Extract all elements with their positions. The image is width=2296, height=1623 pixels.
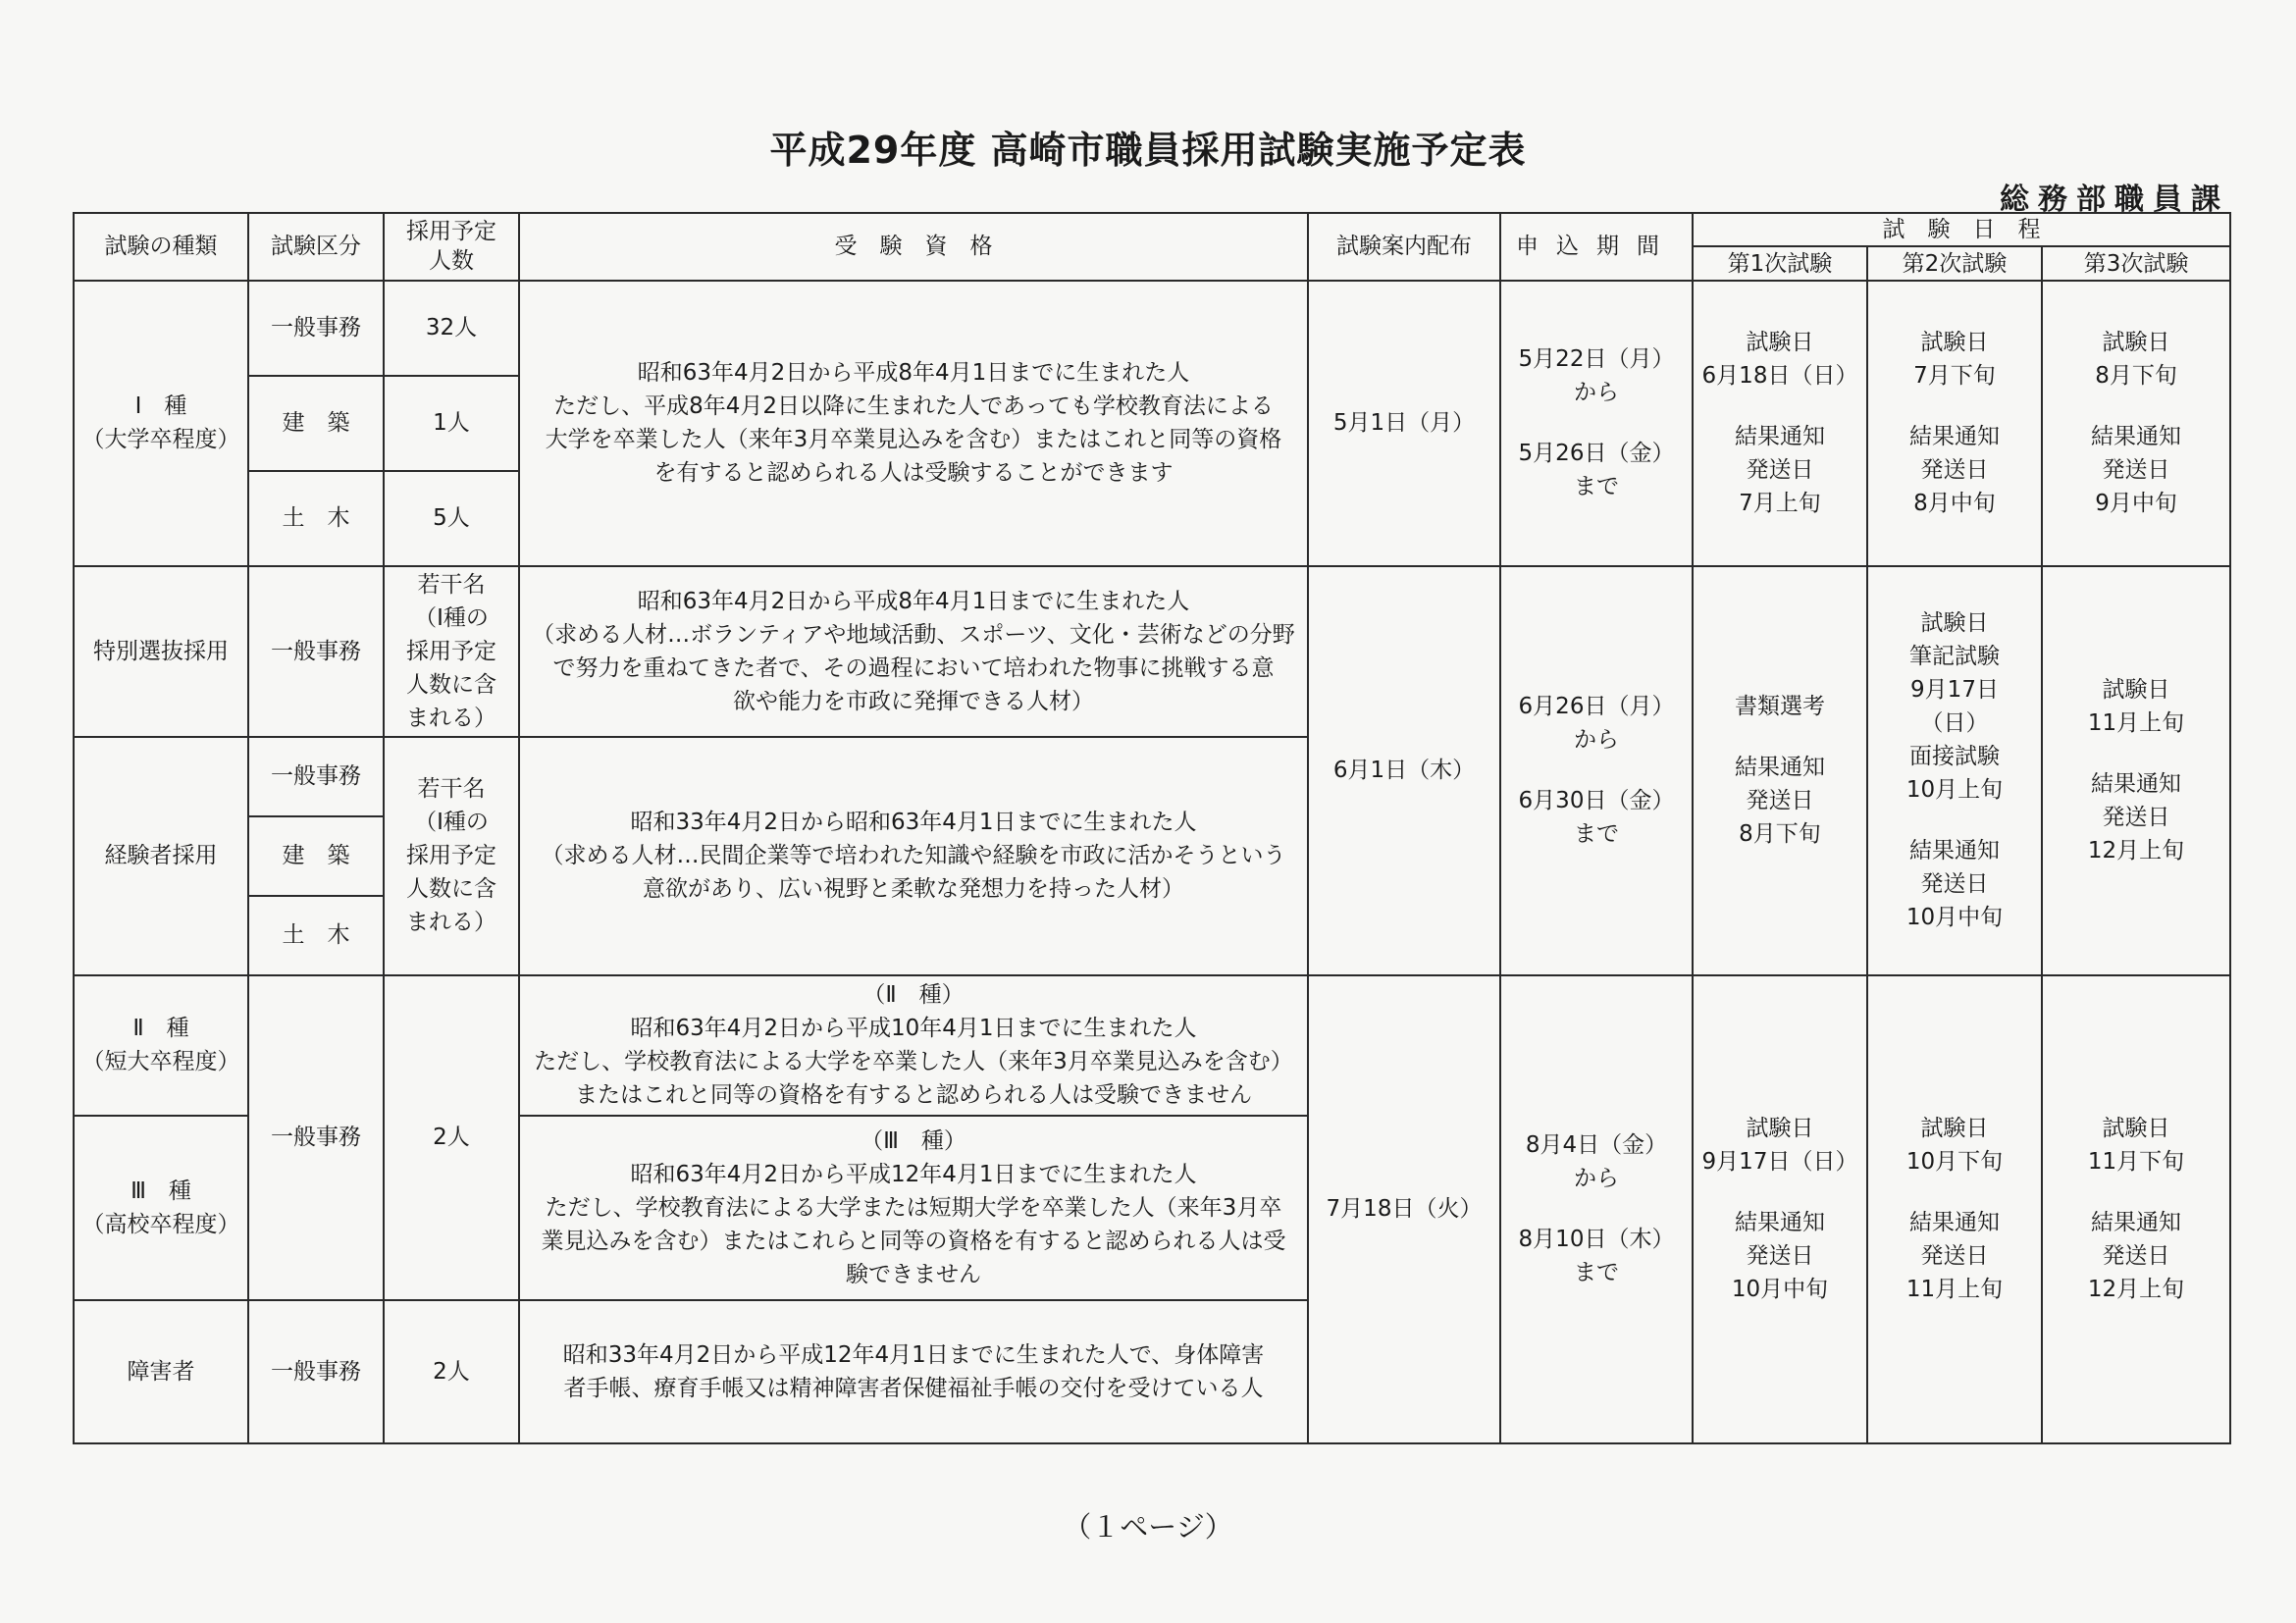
second-exam-cell: 試験日 7月下旬 結果通知 発送日 8月中旬 [1867, 281, 2042, 566]
exam-schedule-table [73, 212, 2231, 1444]
category-cell: 建 築 [248, 376, 384, 471]
category-cell: 一般事務 [248, 1300, 384, 1443]
type-cell-special: 特別選抜採用 [74, 566, 248, 737]
page-number: （１ページ） [1063, 1510, 1233, 1544]
category-cell: 一般事務 [248, 975, 384, 1301]
qualification-cell: 昭和63年4月2日から平成8年4月1日までに生まれた人 ただし、平成8年4月2日以降に生まれた人であっても学校教育法による 大学を卒業した人（来年3月卒業見込みを含む）またはこれと同等の資格 を有すると認められる人は受験することができます [519, 281, 1308, 566]
department-name: 総務部職員課 [2000, 183, 2229, 217]
table-row [74, 281, 2230, 376]
header-third: 第3次試験 [2042, 246, 2230, 280]
category-cell: 建 築 [248, 816, 384, 896]
qualification-cell: 昭和33年4月2日から平成12年4月1日までに生まれた人で、身体障害 者手帳、療育手帳又は精神障害者保健福祉手帳の交付を受けている人 [519, 1300, 1308, 1443]
first-exam-cell: 試験日 9月17日（日） 結果通知 発送日 10月中旬 [1693, 975, 1867, 1443]
count-cell: 若干名 （Ⅰ種の 採用予定 人数に含 まれる） [384, 737, 519, 975]
first-exam-cell: 試験日 6月18日（日） 結果通知 発送日 7月上旬 [1693, 281, 1867, 566]
qualification-cell: （Ⅱ 種） 昭和63年4月2日から平成10年4月1日までに生まれた人 ただし、学校教育法による大学を卒業した人（来年3月卒業見込みを含む） またはこれと同等の資格を有すると認められる人は受験できません [519, 975, 1308, 1117]
type-cell-1: Ⅰ 種 （大学卒程度） [74, 281, 248, 566]
header-category: 試験区分 [248, 213, 384, 281]
category-cell: 一般事務 [248, 281, 384, 376]
header-guide: 試験案内配布 [1308, 213, 1500, 281]
header-schedule: 試 験 日 程 [1693, 213, 2230, 246]
qualification-cell: 昭和63年4月2日から平成8年4月1日までに生まれた人 （求める人材…ボランティアや地域活動、スポーツ、文化・芸術などの分野 で努力を重ねてきた者で、その過程において培われた物事に挑戦する意 欲や能力を市政に発揮できる人材） [519, 566, 1308, 737]
table-row [74, 975, 2230, 1117]
qualification-cell: （Ⅲ 種） 昭和63年4月2日から平成12年4月1日までに生まれた人 ただし、学校教育法による大学または短期大学を卒業した人（来年3月卒 業見込みを含む）またはこれらと同等の資格を有すると認められる人は受 験できません [519, 1116, 1308, 1300]
header-second: 第2次試験 [1867, 246, 2042, 280]
count-cell: 若干名 （Ⅰ種の 採用予定 人数に含 まれる） [384, 566, 519, 737]
type-cell-3: Ⅲ 種 （高校卒程度） [74, 1116, 248, 1300]
category-cell: 一般事務 [248, 566, 384, 737]
category-cell: 土 木 [248, 896, 384, 975]
header-first: 第1次試験 [1693, 246, 1867, 280]
guide-date-cell: 6月1日（木） [1308, 566, 1500, 975]
first-exam-cell: 書類選考 結果通知 発送日 8月下旬 [1693, 566, 1867, 975]
table-row [74, 566, 2230, 737]
header-planned: 採用予定 人数 [384, 213, 519, 281]
header-row [74, 213, 2230, 246]
count-cell: 32人 [384, 281, 519, 376]
count-cell: 1人 [384, 376, 519, 471]
second-exam-cell: 試験日 筆記試験 9月17日 （日） 面接試験 10月上旬 結果通知 発送日 10月中旬 [1867, 566, 2042, 975]
count-cell: 2人 [384, 1300, 519, 1443]
qualification-cell: 昭和33年4月2日から昭和63年4月1日までに生まれた人 （求める人材…民間企業等で培われた知識や経験を市政に活かそうという 意欲があり、広い視野と柔軟な発想力を持った人材） [519, 737, 1308, 975]
type-cell-disabled: 障害者 [74, 1300, 248, 1443]
third-exam-cell: 試験日 11月下旬 結果通知 発送日 12月上旬 [2042, 975, 2230, 1443]
type-cell-experienced: 経験者採用 [74, 737, 248, 975]
application-period-cell: 6月26日（月） から 6月30日（金） まで [1500, 566, 1693, 975]
type-cell-2: Ⅱ 種 （短大卒程度） [74, 975, 248, 1117]
header-qualification: 受 験 資 格 [519, 213, 1308, 281]
third-exam-cell: 試験日 11月上旬 結果通知 発送日 12月上旬 [2042, 566, 2230, 975]
header-type: 試験の種類 [74, 213, 248, 281]
category-cell: 一般事務 [248, 737, 384, 816]
category-cell: 土 木 [248, 471, 384, 566]
application-period-cell: 8月4日（金） から 8月10日（木） まで [1500, 975, 1693, 1443]
page-title: 平成29年度 高崎市職員採用試験実施予定表 [769, 129, 1527, 172]
second-exam-cell: 試験日 10月下旬 結果通知 発送日 11月上旬 [1867, 975, 2042, 1443]
third-exam-cell: 試験日 8月下旬 結果通知 発送日 9月中旬 [2042, 281, 2230, 566]
application-period-cell: 5月22日（月） から 5月26日（金） まで [1500, 281, 1693, 566]
header-application: 申込期間 [1500, 213, 1693, 281]
guide-date-cell: 5月1日（月） [1308, 281, 1500, 566]
count-cell: 2人 [384, 975, 519, 1301]
count-cell: 5人 [384, 471, 519, 566]
guide-date-cell: 7月18日（火） [1308, 975, 1500, 1443]
